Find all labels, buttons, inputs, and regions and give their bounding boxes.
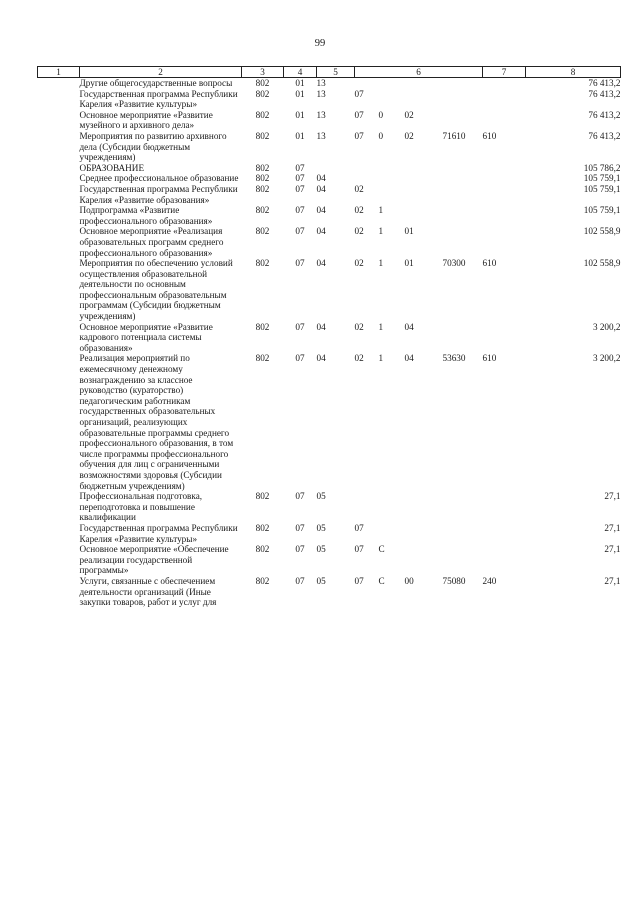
column-header: 4 (284, 67, 317, 78)
row-description: ОБРАЗОВАНИЕ (79, 162, 145, 173)
code-subsection: 13 (316, 130, 326, 141)
amount-cell: 3 200,2 (592, 321, 621, 332)
code-subsection (317, 163, 355, 174)
row-number-cell (38, 89, 80, 110)
table-row (38, 523, 621, 544)
target-subprogram: 1 (378, 226, 384, 237)
table-row (38, 163, 621, 174)
code-section: 01 (295, 88, 305, 99)
row-number-cell (38, 163, 80, 174)
table-row (38, 78, 621, 89)
target-main-activity: 00 (404, 575, 414, 586)
row-number-cell (38, 205, 80, 226)
row-description: Услуги, связанные с обеспечением деятельности организаций (Иные закупки товаров, работ и услуг для (79, 575, 217, 608)
code-section: 07 (295, 491, 305, 502)
code-subsection: 04 (316, 321, 326, 332)
amount-cell: 105 759,1 (583, 183, 621, 194)
amount-cell: 3 200,2 (592, 353, 621, 364)
row-number-cell (38, 523, 80, 544)
target-program: 07 (354, 544, 364, 555)
code-ministry: 802 (255, 522, 270, 533)
table-row (38, 322, 621, 354)
target-direction: 53630 (442, 353, 466, 364)
row-number-cell (38, 544, 80, 576)
code-section: 07 (295, 258, 305, 269)
code-target-article (355, 226, 483, 258)
row-number-cell (38, 491, 80, 523)
code-ministry: 802 (255, 321, 270, 332)
target-subprogram: 1 (378, 353, 384, 364)
amount-cell: 102 558,9 (583, 258, 621, 269)
table-row (38, 226, 621, 258)
code-section: 07 (295, 353, 305, 364)
table-row (38, 353, 621, 491)
code-ministry: 802 (255, 205, 270, 216)
target-program: 07 (354, 130, 364, 141)
target-main-activity: 01 (404, 258, 414, 269)
code-section: 07 (295, 205, 305, 216)
row-description: Профессиональная подготовка, переподготовка и повышение квалификации (79, 491, 203, 523)
row-number-cell (38, 184, 80, 205)
row-description: Мероприятия по обеспечению условий осуществления образовательной деятельности по основным профессиональным образовательным программам (Субсидии бюджетным учреждениям) (79, 258, 233, 322)
code-ministry: 802 (255, 226, 270, 237)
target-main-activity: 02 (404, 109, 414, 120)
code-section: 07 (295, 575, 305, 586)
code-target-article (355, 523, 483, 544)
row-description: Реализация мероприятий по ежемесячному денежному вознаграждению за классное руководство (кураторство) педагогическим работникам государственных образовательных организаций, реализующих образовательные программы среднего профессионального образования, в том числе программы профессионального обучения для лиц с ограниченными возможностями здоровья (Субсидии бюджетным учреждениям) (79, 353, 234, 491)
table-row (38, 173, 621, 184)
target-subprogram: 1 (378, 258, 384, 269)
table-row (38, 131, 621, 163)
target-program: 07 (354, 522, 364, 533)
code-ministry: 802 (255, 183, 270, 194)
table-row (38, 205, 621, 226)
amount-cell: 27,1 (604, 522, 621, 533)
code-ministry: 802 (255, 130, 270, 141)
target-program: 07 (354, 575, 364, 586)
code-subsection: 04 (316, 226, 326, 237)
code-expense-type: 240 (482, 575, 497, 586)
page-number: 99 (314, 38, 326, 49)
row-description: Государственная программа Республики Карелия «Развитие культуры» (79, 522, 238, 544)
target-direction: 70300 (442, 258, 466, 269)
code-target-article (355, 544, 483, 576)
row-number-cell (38, 78, 80, 89)
code-ministry: 802 (255, 109, 270, 120)
target-program: 02 (354, 183, 364, 194)
target-program: 02 (354, 205, 364, 216)
amount-cell: 105 759,1 (583, 205, 621, 216)
row-description: Основное мероприятие «Развитие музейного и архивного дела» (79, 109, 213, 131)
target-subprogram: 0 (378, 130, 384, 141)
column-header: 5 (317, 67, 355, 78)
amount-cell: 76 413,2 (588, 130, 621, 141)
code-ministry: 802 (255, 575, 270, 586)
code-subsection: 04 (316, 258, 326, 269)
code-target-article (355, 322, 483, 354)
row-number-cell (38, 131, 80, 163)
amount-cell: 76 413,2 (588, 78, 621, 88)
row-number-cell (38, 353, 80, 491)
code-subsection: 04 (316, 173, 326, 184)
row-number-cell (38, 173, 80, 184)
code-ministry: 802 (255, 162, 270, 173)
target-main-activity: 04 (404, 353, 414, 364)
row-description: Мероприятия по развитию архивного дела (Субсидии бюджетным учреждениям) (79, 130, 227, 163)
code-subsection: 04 (316, 183, 326, 194)
amount-cell: 27,1 (604, 575, 621, 586)
code-section: 01 (295, 78, 305, 88)
code-expense-type: 610 (482, 258, 497, 269)
header-row (38, 67, 621, 78)
column-header: 2 (80, 67, 242, 78)
code-subsection: 05 (316, 491, 326, 502)
code-section: 07 (295, 321, 305, 332)
row-number-cell (38, 110, 80, 131)
target-program: 02 (354, 226, 364, 237)
code-subsection: 05 (316, 522, 326, 533)
code-target-article (355, 89, 483, 110)
row-description: Основное мероприятие «Развитие кадрового потенциала системы образования» (79, 321, 213, 353)
code-target-article (355, 353, 483, 491)
code-subsection: 13 (316, 88, 326, 99)
code-subsection: 05 (316, 575, 326, 586)
target-subprogram: 1 (378, 205, 384, 216)
row-number-cell (38, 226, 80, 258)
code-ministry: 802 (255, 258, 270, 269)
amount-cell: 105 786,2 (583, 162, 621, 173)
column-header: 7 (483, 67, 526, 78)
code-target-article (355, 173, 483, 184)
code-target-article (355, 163, 483, 174)
target-subprogram: 1 (378, 321, 384, 332)
row-description: Подпрограмма «Развитие профессионального образования» (79, 205, 213, 226)
target-main-activity: 02 (404, 130, 414, 141)
code-target-article (355, 491, 483, 523)
row-number-cell (38, 258, 80, 322)
row-description: Другие общегосударственные вопросы (79, 78, 233, 88)
code-section: 07 (295, 183, 305, 194)
amount-cell: 27,1 (604, 544, 621, 555)
target-program: 07 (354, 109, 364, 120)
code-ministry: 802 (255, 78, 270, 88)
row-description: Среднее профессиональное образование (79, 173, 239, 184)
code-target-article (355, 576, 483, 608)
code-ministry: 802 (255, 88, 270, 99)
amount-cell: 27,1 (604, 491, 621, 502)
target-subprogram: 0 (378, 109, 384, 120)
code-subsection: 04 (316, 205, 326, 216)
code-target-article (355, 131, 483, 163)
code-subsection: 13 (316, 78, 326, 88)
target-direction: 75080 (442, 575, 466, 586)
code-ministry: 802 (255, 491, 270, 502)
code-ministry: 802 (255, 353, 270, 364)
table-row (38, 184, 621, 205)
code-ministry: 802 (255, 173, 270, 184)
budget-table (37, 66, 621, 608)
code-section: 07 (295, 522, 305, 533)
code-target-article (355, 110, 483, 131)
code-section: 07 (295, 173, 305, 184)
code-subsection: 13 (316, 109, 326, 120)
column-header: 8 (526, 67, 621, 78)
target-subprogram: С (378, 575, 385, 586)
target-main-activity: 01 (404, 226, 414, 237)
code-target-article (355, 184, 483, 205)
target-program: 02 (354, 321, 364, 332)
row-number-cell (38, 576, 80, 608)
table-row (38, 544, 621, 576)
row-description: Государственная программа Республики Карелия «Развитие культуры» (79, 88, 238, 110)
code-subsection: 04 (316, 353, 326, 364)
code-ministry: 802 (255, 544, 270, 555)
code-subsection: 05 (316, 544, 326, 555)
column-header: 6 (355, 67, 483, 78)
code-expense-type: 610 (482, 130, 497, 141)
table-row (38, 576, 621, 608)
code-expense-type: 610 (482, 353, 497, 364)
amount-cell: 76 413,2 (588, 88, 621, 99)
target-program: 02 (354, 258, 364, 269)
target-program: 07 (354, 88, 364, 99)
row-description: Основное мероприятие «Обеспечение реализации государственной программы» (79, 544, 229, 576)
table-row (38, 491, 621, 523)
table-row (38, 110, 621, 131)
code-section: 01 (295, 130, 305, 141)
table-row (38, 89, 621, 110)
target-subprogram: С (378, 544, 385, 555)
table-row (38, 258, 621, 322)
row-description: Государственная программа Республики Карелия «Развитие образования» (79, 183, 238, 205)
code-section: 07 (295, 544, 305, 555)
row-description: Основное мероприятие «Реализация образовательных программ среднего профессионального образования» (79, 226, 224, 258)
code-section: 07 (295, 162, 305, 173)
column-header: 3 (242, 67, 284, 78)
code-target-article (355, 258, 483, 322)
code-section: 07 (295, 226, 305, 237)
table-body (38, 78, 621, 608)
column-header: 1 (38, 67, 80, 78)
target-direction: 71610 (442, 130, 466, 141)
target-program: 02 (354, 353, 364, 364)
code-section: 01 (295, 109, 305, 120)
code-target-article (355, 205, 483, 226)
code-target-article (355, 78, 483, 89)
amount-cell: 76 413,2 (588, 109, 621, 120)
row-number-cell (38, 322, 80, 354)
target-main-activity: 04 (404, 321, 414, 332)
amount-cell: 102 558,9 (583, 226, 621, 237)
amount-cell: 105 759,1 (583, 173, 621, 184)
